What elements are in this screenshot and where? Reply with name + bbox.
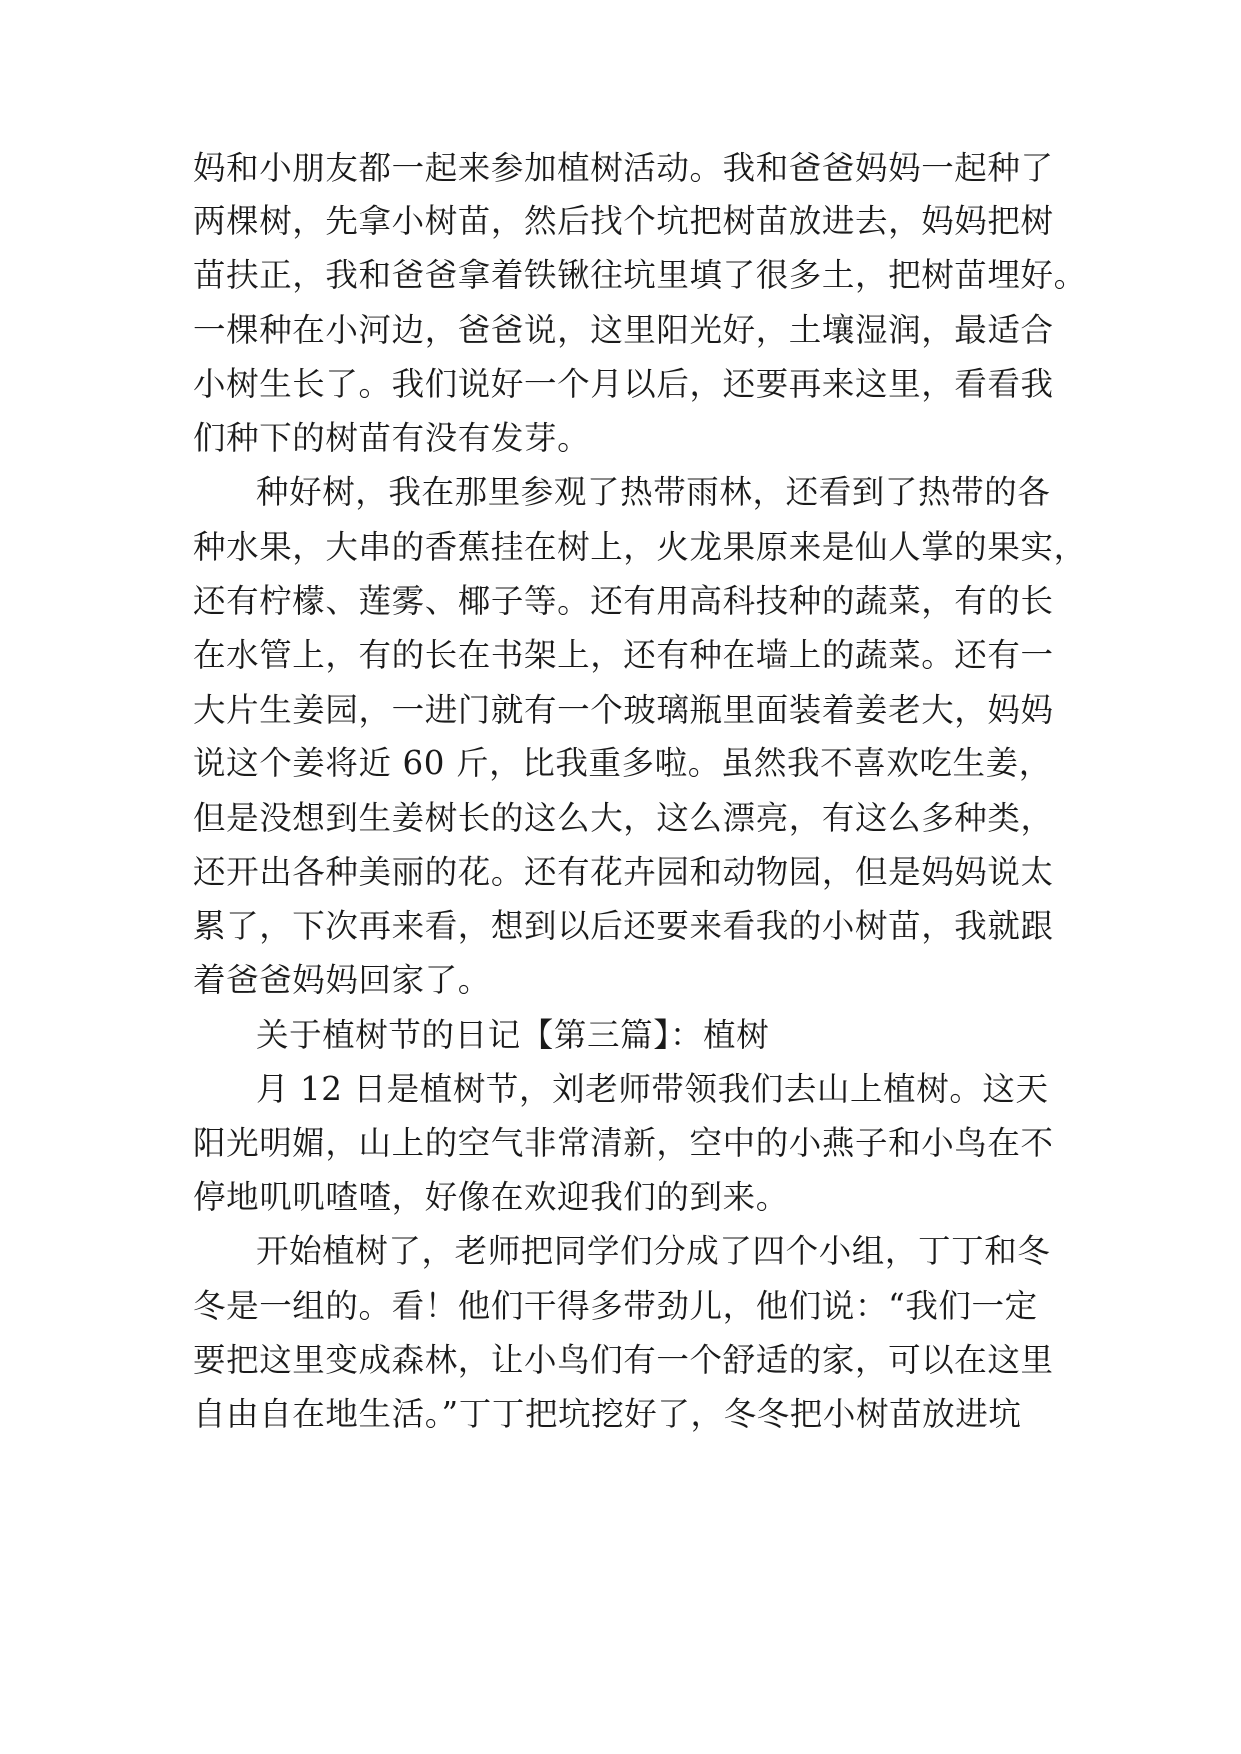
text-line: 大片生姜园，一进门就有一个玻璃瓶里面装着姜老大，妈妈 <box>193 691 1054 729</box>
text-line: 冬是一组的。看！他们干得多带劲儿，他们说：“我们一定 <box>193 1287 1038 1325</box>
text-line: 妈和小朋友都一起来参加植树活动。我和爸爸妈妈一起种了 <box>193 149 1054 187</box>
text-line: 阳光明媚，山上的空气非常清新，空中的小燕子和小鸟在不 <box>193 1124 1054 1162</box>
paragraph-first-line: 月 12 日是植树节，刘老师带领我们去山上植树。这天 <box>256 1070 1049 1108</box>
text-line: 还有柠檬、莲雾、椰子等。还有用高科技种的蔬菜，有的长 <box>193 582 1054 620</box>
paragraph-first-line: 开始植树了，老师把同学们分成了四个小组，丁丁和冬 <box>256 1232 1051 1270</box>
text-line: 说这个姜将近 60 斤，比我重多啦。虽然我不喜欢吃生姜， <box>193 744 1052 782</box>
text-line: 还开出各种美丽的花。还有花卉园和动物园，但是妈妈说太 <box>193 853 1054 891</box>
text-line: 但是没想到生姜树长的这么大，这么漂亮，有这么多种类， <box>193 799 1054 837</box>
text-line: 着爸爸妈妈回家了。 <box>193 961 491 999</box>
text-line: 种水果，大串的香蕉挂在树上，火龙果原来是仙人掌的果实， <box>193 528 1087 566</box>
text-line: 要把这里变成森林，让小鸟们有一个舒适的家，可以在这里 <box>193 1341 1054 1379</box>
text-line: 们种下的树苗有没有发芽。 <box>193 419 591 457</box>
text-line: 自由自在地生活。”丁丁把坑挖好了，冬冬把小树苗放进坑 <box>193 1395 1022 1433</box>
text-line: 在水管上，有的长在书架上，还有种在墙上的蔬菜。还有一 <box>193 636 1054 674</box>
text-line: 累了，下次再来看，想到以后还要来看我的小树苗，我就跟 <box>193 907 1054 945</box>
text-line: 停地叽叽喳喳，好像在欢迎我们的到来。 <box>193 1178 789 1216</box>
text-line: 一棵种在小河边，爸爸说，这里阳光好，土壤湿润，最适合 <box>193 311 1054 349</box>
section-heading: 关于植树节的日记【第三篇】：植树 <box>256 1016 770 1054</box>
text-line: 苗扶正，我和爸爸拿着铁锹往坑里填了很多土，把树苗埋好。 <box>193 256 1087 294</box>
text-line: 小树生长了。我们说好一个月以后，还要再来这里，看看我 <box>193 365 1054 403</box>
text-line: 两棵树，先拿小树苗，然后找个坑把树苗放进去，妈妈把树 <box>193 202 1054 240</box>
paragraph-first-line: 种好树，我在那里参观了热带雨林，还看到了热带的各 <box>256 473 1051 511</box>
